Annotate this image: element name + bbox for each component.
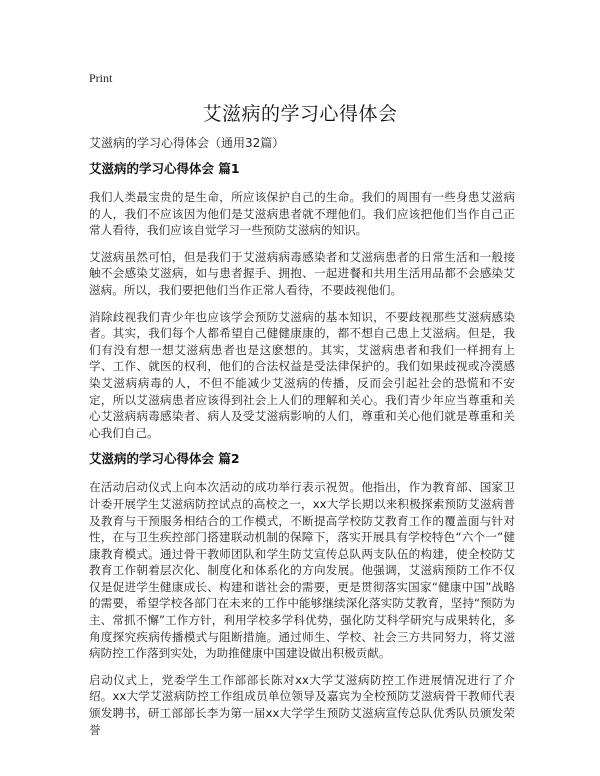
- section-1: [89, 161, 515, 441]
- paragraph: 启动仪式上，党委学生工作部部长陈对xx大学艾滋病防控工作进展情况进行了介绍。xx大学艾滋病防控工作组成员单位领导及嘉宾为全校预防艾滋病骨干教师代表颁发聘书，研工部部长李为第一届xx大学学生预防艾滋病宣传总队优秀队员颁发荣誉: [89, 672, 515, 737]
- paragraph: 消除歧视我们青少年也应该学会预防艾滋病的基本知识，不要歧视那些艾滋病感染者。其实，我们每个人都希望自己健健康康的，都不想自己患上艾滋病。但是，我们有没有想一想艾滋病患者也是这麽想的。其实，艾滋病患者和我们一样拥有上学、工作、就医的权利，他们的合法权益是受法律保护的。我们如果歧视或冷漠感染艾滋病病毒的人，不但不能减少艾滋病的传播，反而会引起社会的恐慌和不安定，所以艾滋病患者应该得到社会上人们的理解和关心。我们青少年应当尊重和关心艾滋病病毒感染者、病人及受艾滋病影响的人们，尊重和关心他们就是尊重和关心我们自己。: [89, 309, 515, 440]
- document-subtitle: 艾滋病的学习心得体会（通用32篇）: [89, 136, 285, 150]
- print-link[interactable]: Print: [89, 71, 113, 85]
- page-title: 艾滋病的学习心得体会: [202, 103, 398, 125]
- paragraph: 我们人类最宝贵的是生命，所应该保护自己的生命。我们的周围有一些身患艾滋病的人，我们不应该因为他们是艾滋病患者就不理他们。我们应该把他们当作自己正常人看待，我们应该自觉学习一些预防艾滋病的知识。: [89, 190, 515, 238]
- section-2: [89, 451, 515, 738]
- section-heading: 艾滋病的学习心得体会 篇2: [89, 451, 240, 467]
- section-heading: 艾滋病的学习心得体会 篇1: [89, 161, 240, 176]
- paragraph: 艾滋病虽然可怕，但是我们于艾滋病病毒感染者和艾滋病患者的日常生活和一般接触不会感染艾滋病，如与患者握手、拥抱、一起进餐和共用生活用品都不会感染艾滋病。所以，我们要把他们当作正常人看待，不要歧视他们。: [89, 249, 515, 297]
- paragraph: 在活动启动仪式上向本次活动的成功举行表示祝贺。他指出，作为教育部、国家卫计委开展学生艾滋病防控试点的高校之一，xx大学长期以来积极探索预防艾滋病普及教育与干预服务相结合的工作模式，不断提高学校防艾教育工作的覆盖面与针对性，在与卫生疾控部门搭建联动机制的保障下，落实开展具有学校特色“六个一”健康教育模式。通过骨干教师团队和学生防艾宣传总队两支队伍的构建，使全校防艾教育工作朝着层次化、制度化和体系化的方向发展。他强调，艾滋病预防工作不仅仅是促进学生健康成长、构建和谐社会的需要，更是贯彻落实国家“健康中国”战略的需要，希望学校各部门在未来的工作中能够继续深化落实防艾教育，坚持“预防为主、常抓不懈”工作方针，利用学校多学科优势，强化防艾科学研究与成果转化，多角度探究疾病传播模式与阻断措施。通过师生、学校、社会三方共同努力，将艾滋病防控工作落到实处，为助推健康中国建设做出积极贡献。: [89, 480, 515, 661]
- article-body: [89, 155, 515, 747]
